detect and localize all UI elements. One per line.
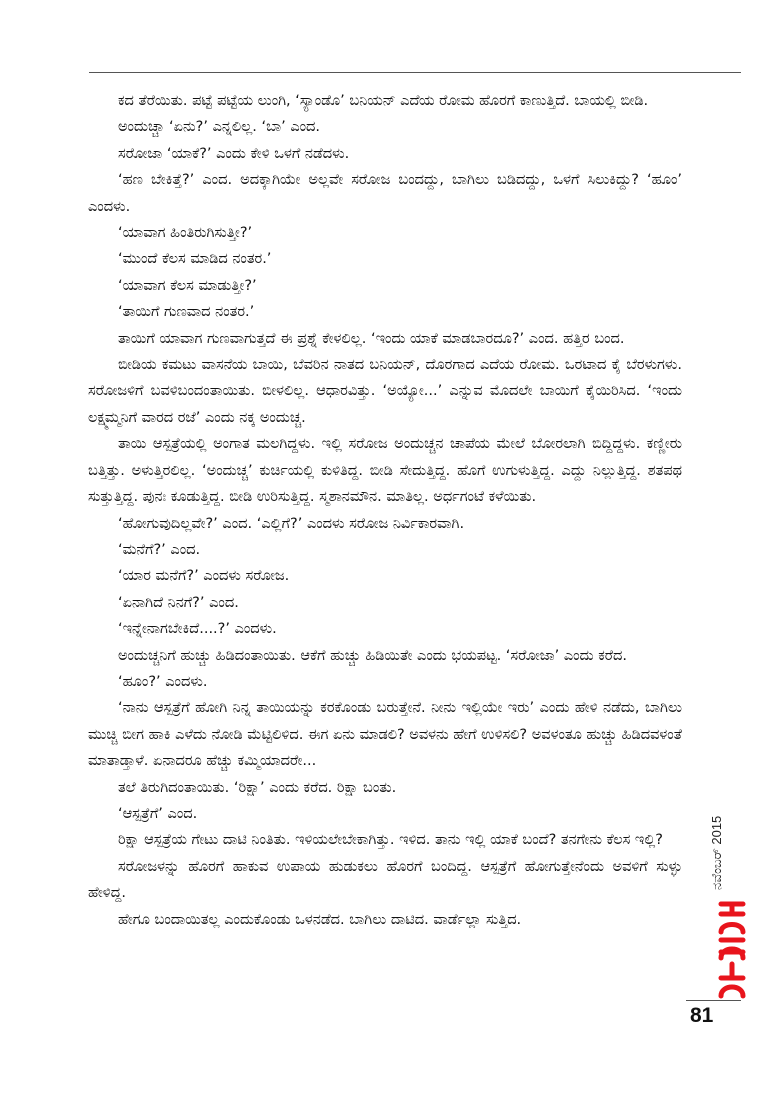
paragraph: ‘ಹೂಂ?’ ಎಂದಳು. xyxy=(118,673,208,690)
paragraph: ತಲೆ ತಿರುಗಿದಂತಾಯಿತು. ‘ರಿಕ್ಷಾ’ ಎಂದು ಕರೆದ. ರಿಕ್ಷಾ ಬಂತು. xyxy=(118,779,397,796)
magazine-logo-icon xyxy=(715,898,749,1002)
paragraph: ಕದ ತೆರೆಯಿತು. ಪಟ್ಟೆ ಪಟ್ಟೆಯ ಲುಂಗಿ, ‘ಸ್ಯಾಂಡೊ’ ಬನಿಯನ್ ಎದೆಯ ರೋಮ ಹೊರಗೆ ಕಾಣುತ್ತಿದೆ. ಬಾಯಲ್ಲಿ ಬೀಡಿ. xyxy=(118,93,649,109)
paragraph: ‘ಮುಂದೆ ಕೆಲಸ ಮಾಡಿದ ನಂತರ.’ xyxy=(118,251,272,268)
issue-date: ನವೆಂಬರ್ 2015 xyxy=(709,815,724,890)
paragraph: ಬೀಡಿಯ ಕಮಟು ವಾಸನೆಯ ಬಾಯಿ, ಬೆವರಿನ ನಾತದ ಬನಿಯನ್, ದೊರಗಾದ ಎದೆಯ ರೋಮ. ಒರಟಾದ ಕೈ ಬೆರಳುಗಳು. ಸರೋಜಳಿಗೆ ಬವಳಿಬಂದಂತಾಯಿತು. ಬೀಳಲಿಲ್ಲ. ಆಧಾರವಿತ್ತು. ‘ಅಯ್ಯೋ...’ ಎನ್ನುವ ಮೊದಲೇ ಬಾಯಿಗೆ ಕೈಯಿರಿಸಿದ. ‘ಇಂದು ಲಕ್ಷ್ಮಮ್ಮನಿಗೆ ವಾರದ ರಜೆ’ ಎಂದು ನಕ್ಕ ಅಂದುಚ್ಚ. xyxy=(88,357,682,426)
paragraph: ಅಂದುಚ್ಚನಿಗೆ ಹುಚ್ಚು ಹಿಡಿದಂತಾಯಿತು. ಆಕೆಗೆ ಹುಚ್ಚು ಹಿಡಿಯಿತೇ ಎಂದು ಭಯಪಟ್ಟ. ‘ಸರೋಜಾ’ ಎಂದು ಕರೆದ. xyxy=(118,647,627,664)
paragraph: ‘ಹಣ ಬೇಕಿತ್ತೆ?’ ಎಂದ. ಅದಕ್ಕಾಗಿಯೇ ಅಲ್ಲವೇ ಸರೋಜ ಬಂದದ್ದು, ಬಾಗಿಲು ಬಡಿದದ್ದು, ಒಳಗೆ ಸಿಲುಕಿದ್ದು? ‘ಹೂಂ’ ಎಂದಳು. xyxy=(88,172,682,215)
paragraph: ‘ಯಾವಾಗ ಹಿಂತಿರುಗಿಸುತ್ತೀ?’ xyxy=(118,225,253,242)
paragraph: ‘ಆಸ್ಪತ್ರೆಗೆ’ ಎಂದ. xyxy=(118,805,198,822)
paragraph: ಸರೋಜಳನ್ನು ಹೊರಗೆ ಹಾಕುವ ಉಪಾಯ ಹುಡುಕಲು ಹೊರಗೆ ಬಂದಿದ್ದ. ಆಸ್ಪತ್ರೆಗೆ ಹೋಗುತ್ತೇನೆಂದು ಅವಳಿಗೆ ಸುಳ್ಳು ಹೇಳಿದ್ದ. xyxy=(88,858,682,902)
header-rule xyxy=(89,72,741,73)
paragraph: ‘ಹೋಗುವುದಿಲ್ಲವೇ?’ ಎಂದ. ‘ಎಲ್ಲಿಗೆ?’ ಎಂದಳು ಸರೋಜ ನಿರ್ವಿಕಾರವಾಗಿ. xyxy=(118,515,465,532)
paragraph: ರಿಕ್ಷಾ ಆಸ್ಪತ್ರೆಯ ಗೇಟು ದಾಟಿ ನಿಂತಿತು. ಇಳಿಯಲೇಬೇಕಾಗಿತ್ತು. ಇಳಿದ. ತಾನು ಇಲ್ಲಿ ಯಾಕೆ ಬಂದೆ? ತನಗೇನು ಕೆಲಸ ಇಲ್ಲಿ? xyxy=(118,832,663,849)
paragraph: ಸರೋಜಾ ‘ಯಾಕೆ?’ ಎಂದು ಕೇಳಿ ಒಳಗೆ ನಡೆದಳು. xyxy=(118,145,350,162)
paragraph: ‘ಇನ್ನೇನಾಗಬೇಕಿದೆ....?’ ಎಂದಳು. xyxy=(118,621,277,638)
paragraph: ‘ಏನಾಗಿದೆ ನಿನಗೆ?’ ಎಂದ. xyxy=(118,594,239,611)
paragraph: ‘ಯಾವಾಗ ಕೆಲಸ ಮಾಡುತ್ತೀ?’ xyxy=(118,277,257,294)
paragraph: ‘ತಾಯಿಗೆ ಗುಣವಾದ ನಂತರ.’ xyxy=(118,304,255,321)
page-number: 81 xyxy=(690,1004,714,1027)
paragraph: ತಾಯಿಗೆ ಯಾವಾಗ ಗುಣವಾಗುತ್ತದೆ ಈ ಪ್ರಶ್ನೆ ಕೇಳಲಿಲ್ಲ. ‘ಇಂದು ಯಾಕೆ ಮಾಡಬಾರದೂ?’ ಎಂದ. ಹತ್ತಿರ ಬಂದ. xyxy=(118,330,625,347)
paragraph: ಹೇಗೂ ಬಂದಾಯಿತಲ್ಲ ಎಂದುಕೊಂಡು ಒಳನಡೆದ. ಬಾಗಿಲು ದಾಟಿದ. ವಾರ್ಡೆಲ್ಲಾ ಸುತ್ತಿದ. xyxy=(118,911,522,928)
article-body xyxy=(88,88,682,933)
paragraph: ತಾಯಿ ಆಸ್ಪತ್ರೆಯಲ್ಲಿ ಅಂಗಾತ ಮಲಗಿದ್ದಳು. ಇಲ್ಲಿ ಸರೋಜ ಅಂದುಚ್ಚನ ಚಾಪೆಯ ಮೇಲೆ ಬೋರಲಾಗಿ ಬಿದ್ದಿದ್ದಳು. ಕಣ್ಣೀರು ಬತ್ತಿತ್ತು. ಅಳುತ್ತಿರಲಿಲ್ಲ. ‘ಅಂದುಚ್ಚ’ ಕುರ್ಚಿಯಲ್ಲಿ ಕುಳಿತಿದ್ದ. ಬೀಡಿ ಸೇದುತ್ತಿದ್ದ. ಹೊಗೆ ಉಗುಳುತ್ತಿದ್ದ. ಎದ್ದು ನಿಲ್ಲುತ್ತಿದ್ದ. ಶತಪಥ ಸುತ್ತುತ್ತಿದ್ದ. ಪುನಃ ಕೂಡುತ್ತಿದ್ದ. ಬೀಡಿ ಉರಿಸುತ್ತಿದ್ದ. ಸ್ಮಶಾನಮೌನ. ಮಾತಿಲ್ಲ. ಅರ್ಧಗಂಟೆ ಕಳೆಯಿತು. xyxy=(88,436,682,506)
paragraph: ಅಂದುಚ್ಚಾ ‘ಏನು?’ ಎನ್ನಲಿಲ್ಲ. ‘ಬಾ’ ಎಂದ. xyxy=(118,119,321,136)
sidebar xyxy=(709,780,753,1010)
paragraph: ‘ನಾನು ಆಸ್ಪತ್ರೆಗೆ ಹೋಗಿ ನಿನ್ನ ತಾಯಿಯನ್ನು ಕರಕೊಂಡು ಬರುತ್ತೇನೆ. ನೀನು ಇಲ್ಲಿಯೇ ಇರು’ ಎಂದು ಹೇಳಿ ನಡೆದು, ಬಾಗಿಲು ಮುಚ್ಚಿ ಬೀಗ ಹಾಕಿ ಎಳೆದು ನೋಡಿ ಮೆಟ್ಟಿಲಿಳಿದ. ಈಗ ಏನು ಮಾಡಲಿ? ಅವಳನು ಹೇಗೆ ಉಳಿಸಲಿ? ಅವಳಂತೂ ಹುಚ್ಚು ಹಿಡಿದವಳಂತೆ ಮಾತಾಡ್ತಾಳೆ. ಏನಾದರೂ ಹೆಚ್ಚು ಕಮ್ಮಿಯಾದರೇ... xyxy=(88,700,682,770)
paragraph: ‘ಯಾರ ಮನೆಗೆ?’ ಎಂದಳು ಸರೋಜ. xyxy=(118,568,290,585)
footer-rule xyxy=(686,1000,741,1001)
paragraph: ‘ಮನೆಗೆ?’ ಎಂದ. xyxy=(118,541,201,558)
